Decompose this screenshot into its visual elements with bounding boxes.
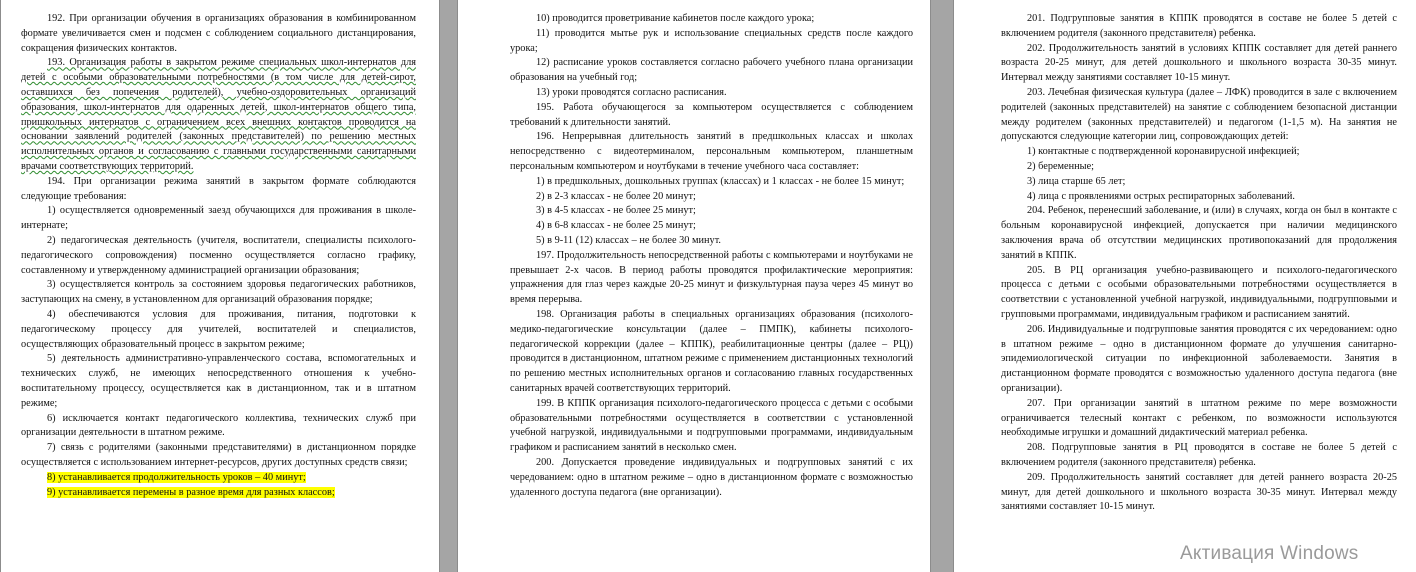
page-1-text (21, 12, 416, 500)
paragraph-text: 2) в 2-3 классах - не более 20 минут; (536, 190, 696, 202)
paragraph (1001, 190, 1397, 205)
paragraph (21, 412, 416, 442)
paragraph (510, 249, 913, 308)
paragraph (510, 27, 913, 57)
paragraph-text: 192. При организации обучения в организациях образования в комбинированном формате увеличивается смен и подсмен с соблюдением социального дистанцирования, сокращения физических контактов. (21, 13, 416, 54)
paragraph-text: 207. При организации занятий в штатном режиме по мере возможности ограничивается телесный контакт с ребенком, по возможности используются необходимые игрушки и домашний дидактический материал ребенка. (1001, 397, 1397, 439)
paragraph-text: 198. Организация работы в специальных организациях образования (психолого-медико-педагогические консультации (далее – ПМПК), кабинеты психолого-педагогической коррекции (далее – КППК), реабилитационные центры (далее – РЦ)) проводится в дистанционном, штатном режиме с применением дистанционных технологий по решению местных исполнительных органов и согласованию главных государственных санитарных врачей соответствующих территорий. (510, 308, 913, 394)
paragraph (510, 12, 913, 27)
paragraph (21, 352, 416, 411)
paragraph (21, 56, 416, 174)
paragraph (510, 234, 913, 249)
paragraph (510, 56, 913, 86)
document-page-2 (457, 0, 931, 572)
paragraph (1001, 42, 1397, 86)
document-page-1 (0, 0, 440, 572)
paragraph-text: 9) устанавливается перемены в разное время для разных классов; (47, 486, 335, 498)
page-3-text (1001, 12, 1397, 515)
paragraph-text: 204. Ребенок, перенесший заболевание, и (или) в случаях, когда он был в контакте с больным коронавирусной инфекцией, допускается при наличии медицинского заключения врача об отсутствии медицинских противопоказаний для продолжения занятий в КППК. (1001, 205, 1397, 261)
paragraph-text: 3) лица старше 65 лет; (1027, 175, 1126, 187)
paragraph (1001, 175, 1397, 190)
paragraph-text: 13) уроки проводятся согласно расписания. (536, 86, 727, 98)
paragraph-text: 3) осуществляется контроль за состоянием здоровья педагогических работников, заступающих на смену, в установленном для организаций образования порядке; (21, 279, 416, 306)
paragraph-text: 5) в 9-11 (12) классах – не более 30 минут. (536, 234, 721, 246)
paragraph (1001, 160, 1397, 175)
paragraph (1001, 441, 1397, 471)
paragraph-text: 6) исключается контакт педагогического коллектива, технических служб при организации деятельности в штатном режиме. (21, 412, 416, 439)
paragraph-text: 4) обеспечиваются условия для проживания, питания, подготовки к педагогическому процессу для учителей, воспитателей и специалистов, осуществляющих образовательный процесс в закрытом режиме; (21, 308, 416, 350)
paragraph-text: 7) связь с родителями (законными представителями) в дистанционном порядке осуществляется с использованием интернет-ресурсов, других доступных средств связи; (21, 442, 416, 468)
paragraph-text: 206. Индивидуальные и подгрупповые занятия проводятся с их чередованием: одно в штатном режиме – одно в дистанционном формате до улучшения санитарно-эпидемиологической ситуации по инфекционной заболеваемости. Занятия в дистанционном формате проводятся с возможностью удаленного доступа педагога (вне организации). (1001, 323, 1397, 394)
paragraph (1001, 12, 1397, 42)
paragraph (21, 12, 416, 56)
paragraph-text: 193. Организация работы в закрытом режиме специальных школ-интернатов для детей с особыми образовательными потребностями (в том числе для детей-сирот, оставшихся без попечения родителей), учебно-оздоровительных организаций образования, школ-интернатов для одаренных детей, школ-интернатов общего типа, пришкольных интернатов с ограничением всех внешних контактов проводится на основании заявлений родителей (законных представителей) по решению местных исполнительных органов и согласованию с главными государственными санитарными врачами соответствующих территорий. (21, 57, 416, 172)
paragraph (510, 86, 913, 101)
paragraph-text: 197. Продолжительность непосредственной работы с компьютерами и ноутбуками не превышает 2-х часов. В период работы проводятся профилактические мероприятия: упражнения для глаз через каждые 20-25 минут и физкультурная пауза через 45 минут во время перерыва. (510, 249, 913, 306)
paragraph (21, 308, 416, 352)
paragraph (1001, 323, 1397, 397)
paragraph (1001, 145, 1397, 160)
paragraph (1001, 264, 1397, 323)
paragraph-text: 10) проводится проветривание кабинетов после каждого урока; (536, 13, 815, 24)
paragraph-text: 2) педагогическая деятельность (учителя, воспитатели, специалисты психолого-педагогического сопровождения) посменно осуществляется согласно графику, составленному и утвержденному администрацией организации образования; (21, 234, 416, 276)
paragraph (21, 204, 416, 234)
paragraph (510, 101, 913, 131)
paragraph (1001, 471, 1397, 515)
paragraph-text: 1) в предшкольных, дошкольных группах (классах) и 1 классах - не более 15 минут; (536, 175, 905, 187)
paragraph-text: 3) в 4-5 классах - не более 25 минут; (536, 205, 696, 217)
paragraph (510, 204, 913, 219)
paragraph-text: 11) проводится мытье рук и использование специальных средств после каждого урока; (510, 27, 913, 54)
document-page-3 (953, 0, 1416, 572)
paragraph (510, 308, 913, 397)
paragraph-text: 4) лица с проявлениями острых респираторных заболеваний. (1027, 190, 1295, 202)
paragraph-text: 208. Подгрупповые занятия в РЦ проводятся в составе не более 5 детей с включением родителя (законного представителя) ребенка. (1001, 442, 1397, 468)
paragraph-text: 196. Непрерывная длительность занятий в предшкольных классах и школах непосредственно с видеотерминалом, персональным компьютером, планшетным персональным компьютером и ноутбуками в течение учебного часа составляет: (510, 131, 913, 172)
paragraph (510, 190, 913, 205)
paragraph-text: 2) беременные; (1027, 160, 1095, 172)
paragraph-text: 195. Работа обучающегося за компьютером осуществляется с соблюдением требований к длительности занятий. (510, 101, 913, 128)
paragraph (1001, 204, 1397, 263)
paragraph (21, 278, 416, 308)
paragraph-text: 205. В РЦ организация учебно-развивающего и психолого-педагогического процесса с детьми с особыми образовательными потребностями осуществляется в соответствии с установленной учебной нагрузкой, индивидуальными, подгрупповыми и групповыми программами, индивидуальным графиком и расписанием занятий. (1001, 264, 1397, 320)
paragraph (510, 219, 913, 234)
paragraph-text: 4) в 6-8 классах - не более 25 минут; (536, 220, 696, 232)
paragraph (510, 130, 913, 174)
paragraph (510, 175, 913, 190)
paragraph (21, 175, 416, 205)
paragraph-text: 194. При организации режима занятий в закрытом формате соблюдаются следующие требования: (21, 175, 416, 202)
windows-activation-watermark: Активация Windows (1180, 543, 1359, 564)
paragraph (21, 486, 416, 501)
paragraph-text: 1) контактные с подтвержденной коронавирусной инфекцией; (1027, 146, 1300, 158)
paragraph (21, 441, 416, 471)
paragraph-text: 1) осуществляется одновременный заезд обучающихся для проживания в школе-интернате; (21, 205, 416, 232)
paragraph-text: 8) устанавливается продолжительность уроков – 40 минут; (47, 471, 306, 483)
paragraph (21, 234, 416, 278)
paragraph-text: 199. В КППК организация психолого-педагогического процесса с детьми с особыми образовательными потребностями осуществляется в соответствии с установленной учебной нагрузкой, индивидуальными и подгрупповыми программами, индивидуальным графиком и расписанием занятий в несколько смен. (510, 397, 913, 454)
paragraph-text: 202. Продолжительность занятий в условиях КППК составляет для детей раннего возраста 20-25 минут, для детей дошкольного и школьного возраста 30-35 минут. Интервал между занятиями составляет 10-15 минут. (1001, 42, 1397, 84)
paragraph-text: 200. Допускается проведение индивидуальных и подгрупповых занятий с их чередованием: одно в штатном режиме – одно в дистанционном формате с возможностью удаленного доступа педагога (вне организации). (510, 456, 913, 498)
paragraph-text: 5) деятельность административно-управленческого состава, вспомогательных и технических служб, не имеющих непосредственного отношения к учебно-воспитательному процессу, осуществляется как в дистанционном, так и в штатном режиме; (21, 353, 416, 409)
paragraph (510, 397, 913, 456)
paragraph-text: 12) расписание уроков составляется согласно рабочего учебного плана организации образования на учебный год; (510, 57, 913, 84)
paragraph (1001, 86, 1397, 145)
paragraph-text: 203. Лечебная физическая культура (далее – ЛФК) проводится в зале с включением родителей (законных представителей) на занятие с соблюдением безопасной дистанции между родителем (законных представителей) и педагогом (1-1,5 м). На занятия не допускаются следующие категории лиц, сопровождающих детей: (1001, 86, 1397, 143)
paragraph (510, 456, 913, 500)
paragraph (21, 471, 416, 486)
paragraph-text: 209. Продолжительность занятий составляет для детей раннего возраста 20-25 минут, для детей дошкольного и школьного возраста 30-35 минут. Интервал между занятиями составляет 10-15 минут. (1001, 471, 1397, 513)
paragraph (1001, 397, 1397, 441)
page-2-text (510, 12, 913, 500)
paragraph-text: 201. Подгрупповые занятия в КППК проводятся в составе не более 5 детей с включением родителя (законного представителя) ребенка. (1001, 13, 1397, 39)
